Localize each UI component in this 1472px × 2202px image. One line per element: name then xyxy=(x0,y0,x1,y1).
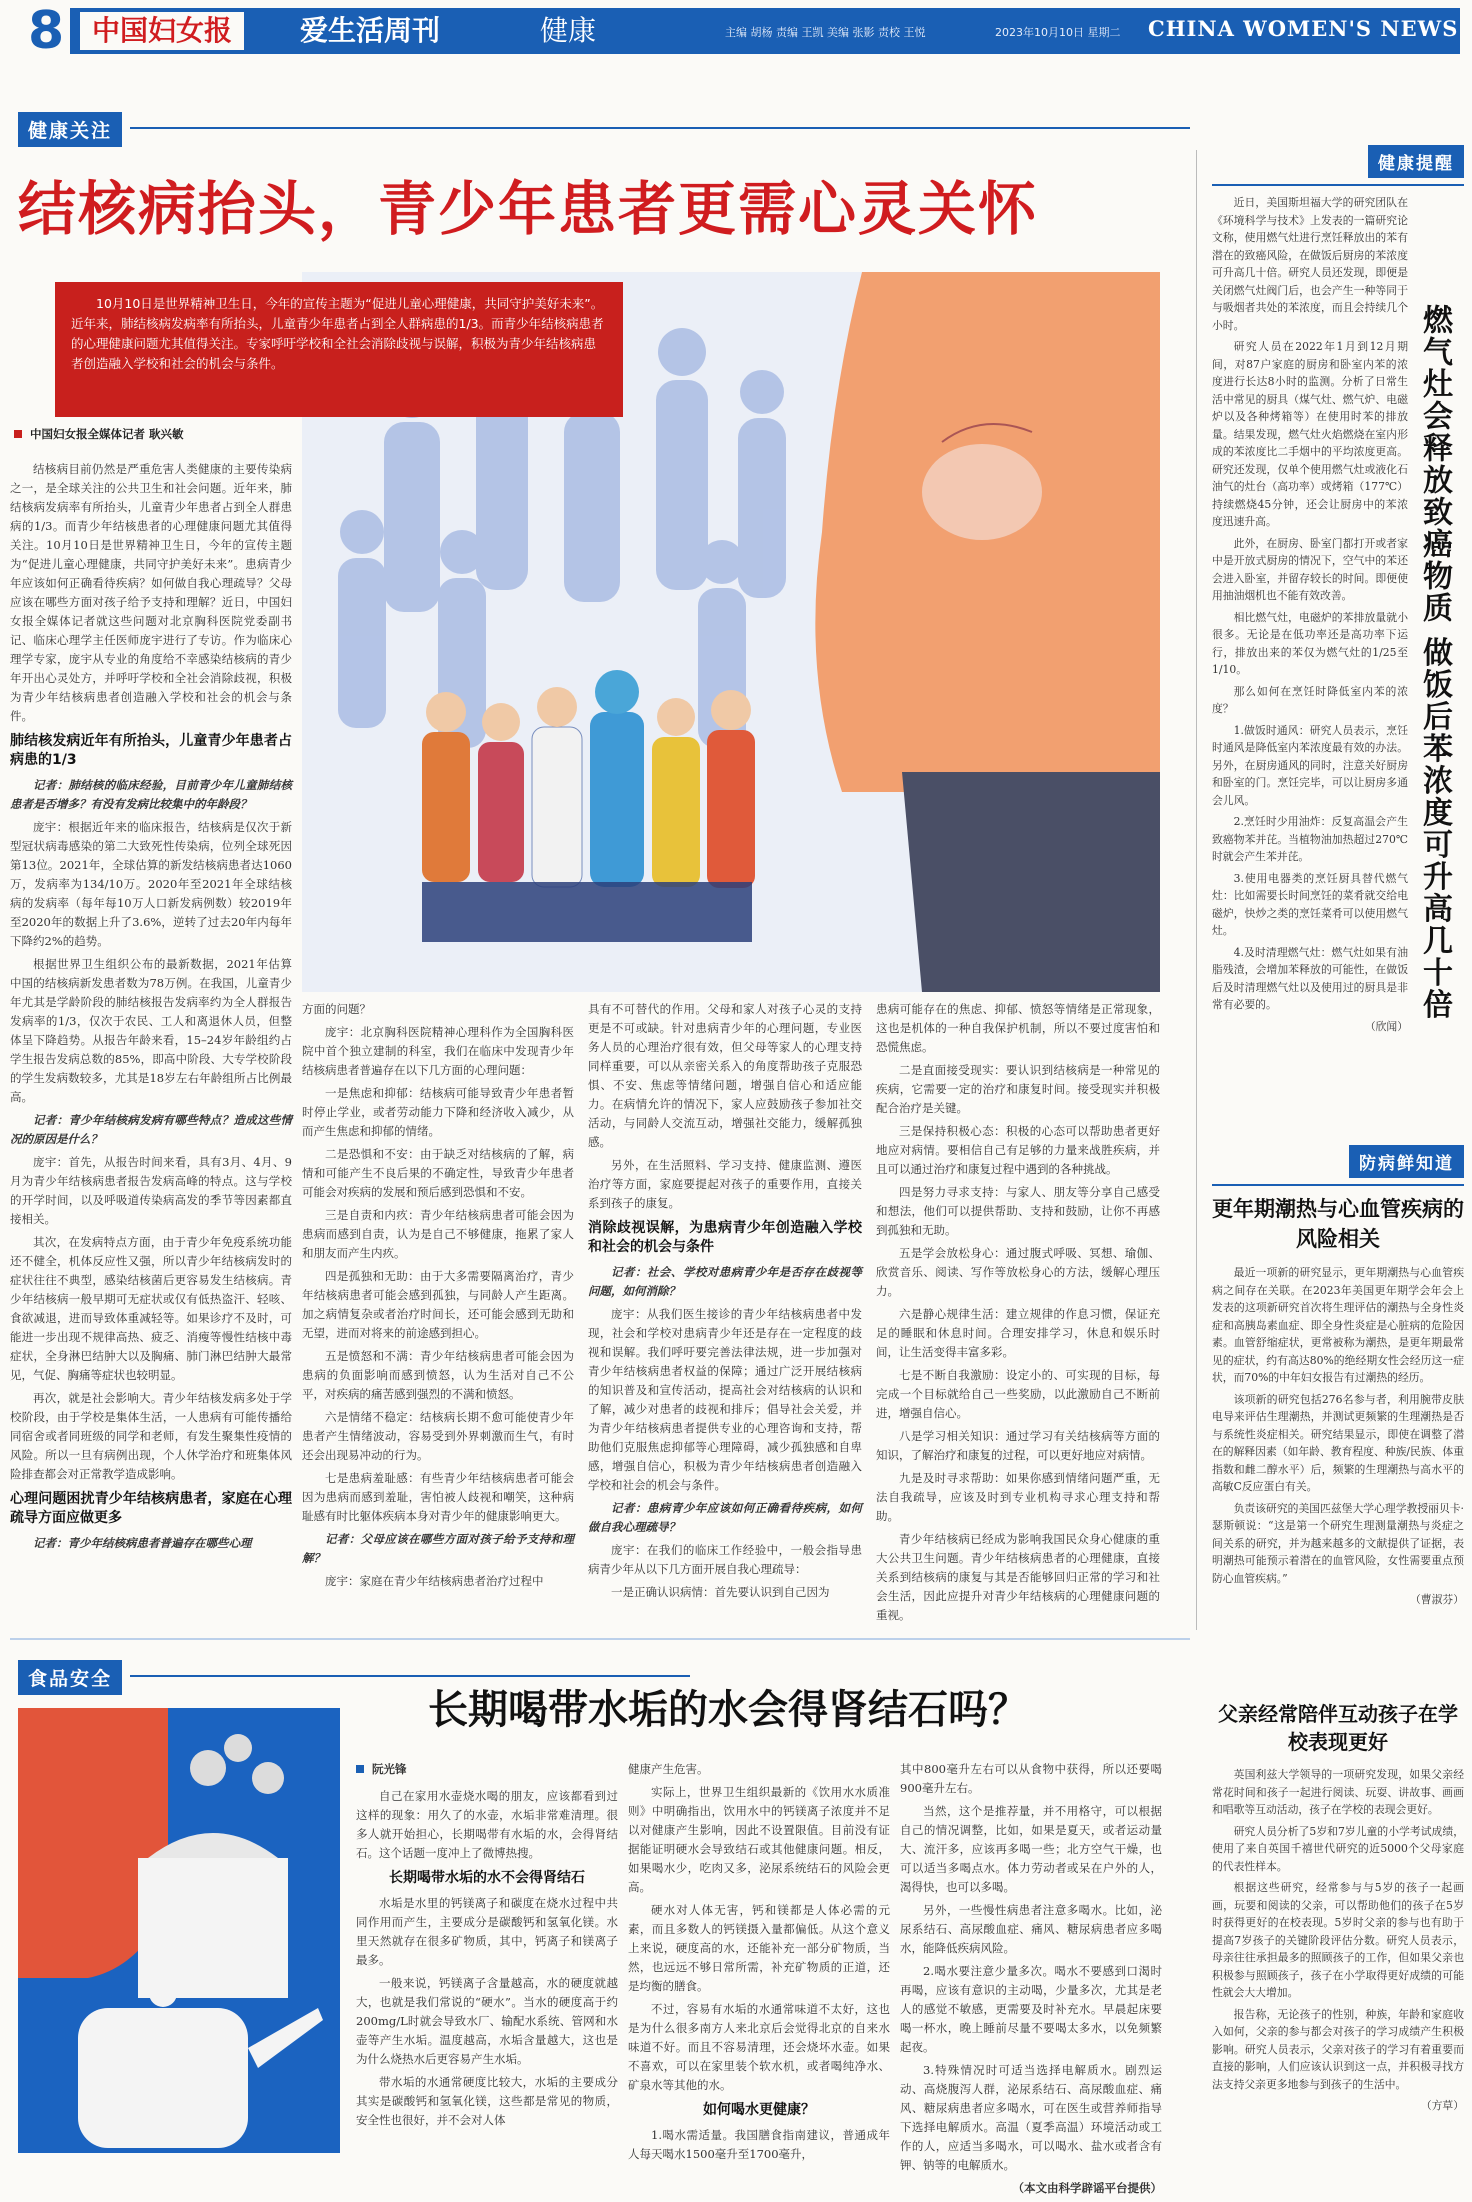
paragraph: 具有不可替代的作用。父母和家人对孩子心灵的支持更是不可或缺。针对患病青少年的心理问题，专业医务人员的心理治疗很有效，但父母等家人的心理支持同样重要，可以从亲密关系入的角度帮助孩子克服恐惧、不安、焦虑等情绪问题，增强自信心和适应能力。在病情允许的情况下，家人应鼓励孩子参加社交活动，与同龄人交流互动，增强社交能力，缓解孤独感。 xyxy=(588,1002,862,1149)
list-item: 七是不断自我激励：设定小的、可实现的目标，每完成一个目标就给自己一些奖励，以此激励自己不断前进，增强自信心。 xyxy=(876,1368,1160,1420)
subhead-3: 消除歧视误解，为患病青少年创造融入学校和社会的机会与条件 xyxy=(588,1220,862,1255)
answer-1: 庞宇：根据近年来的临床报告，结核病是仅次于新型冠状病毒感染的第二大致死性传染病，位列全球死因第13位。2021年，全球估算的新发结核病患者达1060万，发病率为134/10万。2020年至2021年全球结核病的发病率（每年每10万人口新发病例数）较2019年至2020年的数据上升了3.6%，逆转了过去20年内每年下降约2%的趋势。 xyxy=(10,820,292,948)
paragraph: 根据世界卫生组织公布的最新数据，2021年估算中国的结核病新发患者数为78万例。在我国，儿童青少年尤其是学龄阶段的肺结核报告发病率约为全人群报告发病率的1/3，仅次于农民、工人和离退休人员，但整体呈下降趋势。从报告年龄来看，15–24岁年龄组约占学生报告发病总数的85%，即高中阶段、大专学校阶段的学生发病数较多，尤其是18岁左右年龄组所占比例最高。 xyxy=(10,957,292,1104)
paragraph: 当然，这个是推荐量，并不用格守，可以根据自己的情况调整，比如，如果是夏天，或者运动量大、流汗多，应该再多喝一些；北方空气干燥，也可以适当多喝点水。体力劳动者或呆在户外的人，渴得快，也可以多喝。 xyxy=(900,1804,1162,1894)
source: （曹淑芬） xyxy=(1410,1593,1464,1606)
answer: 庞宇：家庭在青少年结核病患者治疗过程中 xyxy=(325,1574,544,1588)
list-item: 二是恐惧和不安：由于缺乏对结核病的了解，病情和可能产生不良后果的不确定性，导致青少年患者可能会对疾病的发展和预后感到恐惧和不安。 xyxy=(302,1147,574,1199)
answer-2: 庞宇：首先，从报告时间来看，具有3月、4月、9月为青少年结核病患者报告发病高峰的特点。这与学校的开学时间，以及呼吸道传染病高发的季节等因素都直接相关。 xyxy=(10,1155,292,1226)
food-tag: 食品安全 xyxy=(18,1660,122,1695)
tag-label: 健康关注 xyxy=(18,112,122,147)
main-headline: 结核病抬头，青少年患者更需心灵关怀 xyxy=(18,175,1039,243)
lead-box xyxy=(55,282,623,417)
list-item: 3.使用电器类的烹饪厨具替代燃气灶：比如需要长时间烹饪的菜肴就交给电磁炉，快炒之类的烹饪菜肴可以使用燃气灶。 xyxy=(1212,871,1408,937)
list-item: 六是静心规律生活：建立规律的作息习惯，保证充足的睡眠和休息时间。合理安排学习，休息和娱乐时间，让生活变得丰富多彩。 xyxy=(876,1307,1160,1359)
section-title: 爱生活周刊 xyxy=(300,14,441,47)
food-byline xyxy=(356,1760,618,1779)
tip-rule xyxy=(1212,184,1464,186)
food-col-3 xyxy=(900,1760,1162,2202)
list-item: 七是患病羞耻感：有些青少年结核病患者可能会因为患病而感到羞耻，害怕被人歧视和嘲笑，这种病耻感有时比躯体疾病本身对青少年的健康影响更大。 xyxy=(302,1471,574,1523)
food-col-2 xyxy=(628,1760,890,2168)
page-number: 8 xyxy=(28,1,65,61)
main-story-tag xyxy=(18,112,122,147)
answer: 庞宇：在我们的临床工作经验中，一般会指导患病青少年从以下几方面开展自我心理疏导： xyxy=(588,1543,862,1576)
paper-name: 中国妇女报 xyxy=(80,12,244,50)
question-2: 记者：青少年结核病发病有哪些特点？造成这些情况的原因是什么？ xyxy=(10,1113,292,1146)
paragraph: 1.喝水需适量。我国膳食指南建议，普通成年人每天喝水1500毫升至1700毫升， xyxy=(628,2128,890,2161)
paragraph: 近日，美国斯坦福大学的研究团队在《环境科学与技术》上发表的一篇研究论文称，使用燃气灶进行烹饪释放出的苯有潜在的致癌风险，在做饭后厨房的苯浓度可升高几十倍。研究人员还发现，即便是关闭燃气灶阀门后，也会产生一种等同于与吸烟者共处的苯浓度，而且会持续几个小时。 xyxy=(1212,196,1408,332)
list-item: 八是学习相关知识：通过学习有关结核病等方面的知识，了解治疗和康复的过程，可以更好地应对病情。 xyxy=(876,1429,1160,1462)
column-divider xyxy=(1196,150,1197,1630)
question: 记者：社会、学校对患病青少年是否存在歧视等问题，如何消除？ xyxy=(588,1265,862,1298)
paragraph: 不过，容易有水垢的水通常味道不太好，这也是为什么很多南方人来北京后会觉得北京的自来水味道不好。而且不容易清理，还会烧坏水壶。如果不喜欢，可以在家里装个软水机，或者喝纯净水、矿泉水等其他的水。 xyxy=(628,2002,890,2092)
paragraph: 研究人员分析了5岁和7岁儿童的小学考试成绩，使用了来自英国千禧世代研究的近5000个父母家庭的代表性样本。 xyxy=(1212,1824,1464,1873)
subhead-1: 肺结核发病近年有所抬头，儿童青少年患者占病患的1/3 xyxy=(10,733,292,768)
sidebar-know xyxy=(1212,1145,1464,1613)
list-item: 四是孤独和无助：由于大多需要隔离治疗，青少年结核病患者可能会感到孤独，与同龄人产生距离。加之病情复杂或者治疗时间长，还可能会感到无助和无望，进而对将来的前途感到担心。 xyxy=(302,1269,574,1340)
food-subhead-1: 长期喝带水垢的水不会得肾结石 xyxy=(389,1870,585,1886)
english-paper-name: CHINA WOMEN'S NEWS xyxy=(1148,16,1459,41)
source: （方草） xyxy=(1420,2099,1464,2112)
paragraph: 再次，就是社会影响大。青少年结核发病多处于学校阶段，由于学校是集体生活，一人患病有可能传播给同宿舍或者同班级的同学和老师，有发生聚集性疫情的风险。所以一旦有病例出现，个人休学治疗和班集体风险排查都会对正常教学造成影响。 xyxy=(10,1391,292,1481)
list-item: 1.做饭时通风：研究人员表示，烹饪时通风是降低室内苯浓度最有效的办法。另外，在厨房通风的同时，注意关好厨房和卧室的门。烹饪完毕，可以让厨房多通会儿风。 xyxy=(1212,723,1408,807)
tag-rule xyxy=(130,127,1190,129)
list-item: 2.烹饪时少用油炸：反复高温会产生致癌物苯并芘。当植物油加热超过270℃时就会产生苯并芘。 xyxy=(1212,815,1408,863)
paragraph: 水垢是水里的钙镁离子和碳度在烧水过程中共同作用而产生，主要成分是碳酸钙和氢氧化镁。水里天然就存在很多矿物质，其中，钙离子和镁离子最多。 xyxy=(356,1896,618,1967)
paragraph: 其次，在发病特点方面，由于青少年免疫系统功能还不健全，机体反应性又强，所以青少年结核病发时的症状往往不典型，感染结核菌后更容易发生结核病。青少年结核病一般早期可无症状或仅有低热盗汗、轻咳、食欲减退，进而导致体重减轻等。如果诊疗不及时，可能进一步出现不规律高热、疲乏、消瘦等慢性结核中毒症状，全身淋巴结肿大以及胸痛、肺门淋巴结肿大最常见，气促、胸痛等症状也较明显。 xyxy=(10,1235,292,1382)
editors-line: 主编 胡杨 责编 王凯 美编 张影 责校 王悦 xyxy=(725,26,926,39)
paragraph: 该项新的研究包括276名参与者，利用腕带皮肤电导来评估生理潮热，并测试更频繁的生理潮热是否与系统性炎症相关。研究结果显示，即使在调整了潜在的解释因素（如年龄、教育程度、种族/民族、体重指数和雌二醇水平）后，频繁的生理潮热与高水平的高敏C反应蛋白有关。 xyxy=(1212,1392,1464,1493)
paragraph: 其中800毫升左右可以从食物中获得，所以还要喝900毫升左右。 xyxy=(900,1762,1162,1795)
paragraph: 另外，一些慢性病患者注意多喝水。比如，泌尿系结石、高尿酸血症、痛风、糖尿病患者应多喝水，能降低疾病风险。 xyxy=(900,1903,1162,1955)
paragraph: 自己在家用水壶烧水喝的朋友，应该都看到过这样的现象：用久了的水壶，水垢非常难清理。很多人就开始担心，长期喝带有水垢的水，会得肾结石。这个话题一度冲上了微博热搜。 xyxy=(356,1789,618,1860)
kettle-illustration xyxy=(18,1708,340,2153)
paragraph: 此外，在厨房、卧室门都打开或者家中是开放式厨房的情况下，空气中的苯还会进入卧室，并留存较长的时间。即便使用抽油烟机也不能有效改善。 xyxy=(1212,536,1408,602)
list-item: 五是学会放松身心：通过腹式呼吸、冥想、瑜伽、欣赏音乐、阅读、写作等放松身心的方法，缓解心理压力。 xyxy=(876,1246,1160,1298)
question-1: 记者：肺结核的临床经验，目前青少年儿童肺结核患者是否增多？有没有发病比较集中的年龄段？ xyxy=(10,778,292,811)
question-3: 记者：青少年结核病患者普遍存在哪些心理 xyxy=(33,1536,252,1550)
paragraph: 2.喝水要注意少量多次。喝水不要感到口渴时再喝，应该有意识的主动喝，少量多次，尤其是老人的感觉不敏感，更需要及时补充水。早晨起床要喝一杯水，晚上睡前尽量不要喝太多水，以免频繁起夜。 xyxy=(900,1964,1162,2054)
list-item: 一是正确认识病情：首先要认识到自己因为 xyxy=(611,1585,830,1599)
list-item: 4.及时清理燃气灶：燃气灶如果有油脂残渣，会增加苯释放的可能性，在做饭后及时清理燃气灶以及使用过的厨具是非常有必要的。 xyxy=(1212,945,1408,1011)
paragraph: 健康产生危害。 xyxy=(628,1762,709,1776)
know-rule xyxy=(1212,1184,1464,1186)
list-item: 三是自责和内疚：青少年结核病患者可能会因为患病而感到自责，认为是自己不够健康，拖累了家人和朋友而产生内疚。 xyxy=(302,1208,574,1260)
paragraph: 那么如何在烹饪时降低室内苯的浓度？ xyxy=(1212,684,1408,715)
paragraph: 实际上，世界卫生组织最新的《饮用水水质准则》中明确指出，饮用水中的钙镁离子浓度并不足以对健康产生影响，因此不设置限值。目前没有证据能证明硬水会导致结石或其他健康问题。相反，如果喝水少，吃肉又多，泌尿系统结石的风险会更高。 xyxy=(628,1785,890,1894)
food-byline-text: 阮光锋 xyxy=(372,1762,407,1776)
list-item: 六是情绪不稳定：结核病长期不愈可能使青少年患者产生情绪波动，容易受到外界刺激而生气，有时还会出现易冲动的行为。 xyxy=(302,1410,574,1462)
masthead xyxy=(0,0,1472,64)
main-col-4 xyxy=(876,1000,1160,1629)
paragraph: 青少年结核病已经成为影响我国民众身心健康的重大公共卫生问题。青少年结核病患者的心理健康，直接关系到结核病的康复与其是否能够回归正常的学习和社会生活，因此应提升对青少年结核病的心理健康问题的重视。 xyxy=(876,1532,1160,1622)
list-item: 一是焦虑和抑郁：结核病可能导致青少年患者暂时停止学业，或者劳动能力下降和经济收入减少，从而产生焦虑和抑郁的情绪。 xyxy=(302,1086,574,1138)
byline-text: 中国妇女报全媒体记者 耿兴敏 xyxy=(30,427,184,441)
question: 记者：患病青少年应该如何正确看待疾病，如何做自我心理疏导？ xyxy=(588,1501,862,1534)
food-col-1 xyxy=(356,1760,618,2134)
list-item: 二是直面接受现实：要认识到结核病是一种常见的疾病，它需要一定的治疗和康复时间。接受现实并积极配合治疗是关键。 xyxy=(876,1063,1160,1115)
paragraph: 英国利兹大学领导的一项研究发现，如果父亲经常花时间和孩子一起进行阅读、玩耍、讲故事、画画和唱歌等互动活动，孩子在学校的表现会更好。 xyxy=(1212,1768,1464,1816)
source: （欣闻） xyxy=(1364,1019,1408,1033)
paragraph: 负责该研究的美国匹兹堡大学心理学教授丽贝卡·瑟斯顿说：“这是第一个研究生理测量潮热与炎症之间关系的研究，并为越来越多的文献提供了证据，表明潮热可能预示着潜在的血管风险，女性需要重点预防心血管疾病。” xyxy=(1212,1501,1464,1585)
list-item: 九是及时寻求帮助：如果你感到情绪问题严重，无法自我疏导，应该及时到专业机构寻求心理支持和帮助。 xyxy=(876,1471,1160,1523)
food-story-tag xyxy=(18,1660,122,1695)
paragraph: 根据这些研究，经常参与与5岁的孩子一起画画，玩要和阅读的父亲，可以帮助他们的孩子在5岁时获得更好的在校表现。5岁时父亲的参与也有助于提高7岁孩子的关键阶段评估分数。研究人员表示，母亲往往承担最多的照顾孩子的工作，但如果父亲也积极参与照顾孩子，孩子在小学取得更好成绩的可能性就会大大增加。 xyxy=(1212,1881,1464,1999)
father-headline: 父亲经常陪伴互动孩子在学校表现更好 xyxy=(1218,1702,1458,1754)
paragraph: 3.特殊情况时可适当选择电解质水。剧烈运动、高烧腹泻人群，泌尿系结石、高尿酸血症、痛风、糖尿病患者应多喝水，可在医生或营养师指导下选择电解质水。高温（夏季高温）环境活动或工作的人，应适当多喝水，可以喝水、盐水或者含有钾、钠等的电解质水。 xyxy=(900,2063,1162,2172)
know-tag: 防病鲜知道 xyxy=(1349,1145,1464,1178)
list-item: 五是愤怒和不满：青少年结核病患者可能会因为患病的负面影响而感到愤怒，认为生活对自己不公平，对疾病的痛苦感到强烈的不满和愤怒。 xyxy=(302,1349,574,1401)
sidebar-tip xyxy=(1212,145,1464,1039)
lead-text: 10月10日是世界精神卫生日，今年的宣传主题为“促进儿童心理健康，共同守护美好未来”。近年来，肺结核病发病率有所抬头，儿童青少年患者占到全人群病患的1/3。而青少年结核病患者的心理健康问题尤其值得关注。专家呼吁学校和全社会消除歧视与误解，积极为青少年结核病患者创造融入学校和社会的机会与条件。 xyxy=(71,296,604,371)
tip-tag: 健康提醒 xyxy=(1368,145,1464,178)
paragraph: 最近一项新的研究显示，更年期潮热与心血管疾病之间存在关联。在2023年美国更年期学会年会上发表的这项新研究首次将生理评估的潮热与全身性炎症和高胰岛素血症、即全身性炎症是心脏病的危险因素。血管舒缩症状，更常被称为潮热，是更年期最常见的症状，约有高达80%的绝经期女性会经历这一症状，而70%的中年妇女报告有过潮热的经历。 xyxy=(1212,1266,1464,1384)
paragraph: 一般来说，钙镁离子含量越高，水的硬度就越大，也就是我们常说的“硬水”。当水的硬度高于约200mg/L时就会导致水厂、输配水系统、管网和水壶等产生水垢。温度越高，水垢含量越大，这也是为什么烧热水后更容易产生水垢。 xyxy=(356,1976,618,2066)
paragraph: 另外，在生活照料、学习支持、健康监测、遵医治疗等方面，家庭要提起对孩子的重要作用，直接关系到孩子的康复。 xyxy=(588,1158,862,1210)
know-headline: 更年期潮热与心血管疾病的风险相关 xyxy=(1212,1197,1464,1251)
subsection-title: 健康 xyxy=(540,14,597,47)
paragraph: 方面的问题？ xyxy=(302,1002,371,1016)
main-col-2 xyxy=(302,1000,574,1595)
issue-date: 2023年10月10日 星期二 xyxy=(995,26,1121,39)
food-top-rule xyxy=(10,1638,1190,1640)
food-subhead-2: 如何喝水更健康？ xyxy=(703,2102,815,2118)
tip-headline: 燃气灶会释放致癌物质 做饭后苯浓度可升高几十倍 xyxy=(1417,304,1452,1021)
main-col-3 xyxy=(588,1000,862,1606)
paragraph: 报告称，无论孩子的性别，种族，年龄和家庭收入如何，父亲的参与都会对孩子的学习成绩产生积极影响。研究人员表示，父亲对孩子的学习有着重要而直接的影响，人们应该认识到这一点，并积极寻找方法支持父亲更多地参与到孩子的生活中。 xyxy=(1212,2007,1464,2091)
paragraph: 研究人员在2022年1月到12月期间，对87户家庭的厨房和卧室内苯的浓度进行长达8小时的监测。分析了日常生活中常见的厨具（煤气灶、燃气炉、电磁炉以及各种烤箱等）在使用时苯的排放量。结果发现，燃气灶火焰燃烧在室内形成的苯浓度比二手烟中的平均浓度更高。研究还发现，仅单个使用燃气灶或液化石油气的灶台（高功率）或烤箱（177℃）持续燃烧45分钟，还会让厨房中的苯浓度迅速升高。 xyxy=(1212,340,1408,528)
source: （本文由科学辟谣平台提供） xyxy=(1012,2181,1162,2195)
subhead-2: 心理问题困扰青少年结核病患者，家庭在心理疏导方面应做更多 xyxy=(10,1491,292,1526)
tip-body xyxy=(1212,194,1408,1039)
answer: 庞宇：北京胸科医院精神心理科作为全国胸科医院中首个独立建制的科室，我们在临床中发现青少年结核病患者普遍存在以下几方面的心理问题： xyxy=(302,1025,574,1077)
sidebar-father xyxy=(1212,1700,1464,2119)
intro-paragraph: 结核病目前仍然是严重危害人类健康的主要传染病之一，是全球关注的公共卫生和社会问题。近年来，肺结核病发病率有所抬头，儿童青少年患者占到全人群患病的1/3。而青少年结核患者的心理健康问题尤其值得关注。10月10日是世界精神卫生日，今年的宣传主题为“促进儿童心理健康，共同守护美好未来”。患病青少年应该如何正确看待疾病？如何做自我心理疏导？父母应该在哪些方面对孩子给予支持和理解？近日，中国妇女报全媒体记者就这些问题对北京胸科医院党委副书记、临床心理学主任医师庞宇进行了专访。作为临床心理学专家，庞宇从专业的角度给不幸感染结核病的青少年开出心灵处方，并呼吁学校和全社会消除歧视，积极为青少年结核病患者创造融入学校和社会的机会与条件。 xyxy=(10,462,292,723)
paragraph: 带水垢的水通常硬度比较大，水垢的主要成分其实是碳酸钙和氢氧化镁，这些都是常见的物质，安全性也很好，并不会对人体 xyxy=(356,2075,618,2127)
list-item: 四是努力寻求支持：与家人、朋友等分享自己感受和想法，他们可以提供帮助、支持和鼓励，让你不再感到孤独和无助。 xyxy=(876,1185,1160,1237)
main-col-1 xyxy=(10,426,292,1557)
paragraph: 相比燃气灶，电磁炉的苯排放量就小很多。无论是在低功率还是高功率下运行，排放出来的苯仅为燃气灶的1/25至1/10。 xyxy=(1212,610,1408,676)
question: 记者：父母应该在哪些方面对孩子给予支持和理解？ xyxy=(302,1532,574,1565)
paragraph: 硬水对人体无害，钙和镁都是人体必需的元素，而且多数人的钙镁摄入量都偏低。从这个意义上来说，硬度高的水，还能补充一部分矿物质，当然，也远远不够日常所需，补充矿物质的正道，还是均衡的膳食。 xyxy=(628,1903,890,1993)
list-item: 三是保持积极心态：积极的心态可以帮助患者更好地应对病情。要相信自己有足够的力量来战胜疾病，并且可以通过治疗和康复过程中遇到的各种挑战。 xyxy=(876,1124,1160,1176)
answer: 庞宇：从我们医生接诊的青少年结核病患者中发现，社会和学校对患病青少年还是存在一定程度的歧视和误解。我们呼吁要完善法律法规，进一步加强对青少年结核病患者权益的保障；通过广泛开展结核病的知识普及和宣传活动，提高社会对结核病的认识和了解，减少对患者的歧视和排斥；倡导社会关爱，并为青少年结核病患者提供专业的心理咨询和支持，帮助他们克服焦虑抑郁等心理障碍，减少孤独感和自卑感，增强自信心，积极为青少年结核病患者创造融入学校和社会的机会与条件。 xyxy=(588,1307,862,1492)
paragraph: 患病可能存在的焦虑、抑郁、愤怒等情绪是正常现象，这也是机体的一种自我保护机制，所以不要过度害怕和恐慌焦虑。 xyxy=(876,1002,1160,1054)
food-tag-rule xyxy=(130,1675,690,1677)
byline xyxy=(10,426,292,442)
food-headline: 长期喝带水垢的水会得肾结石吗？ xyxy=(428,1686,1028,1733)
